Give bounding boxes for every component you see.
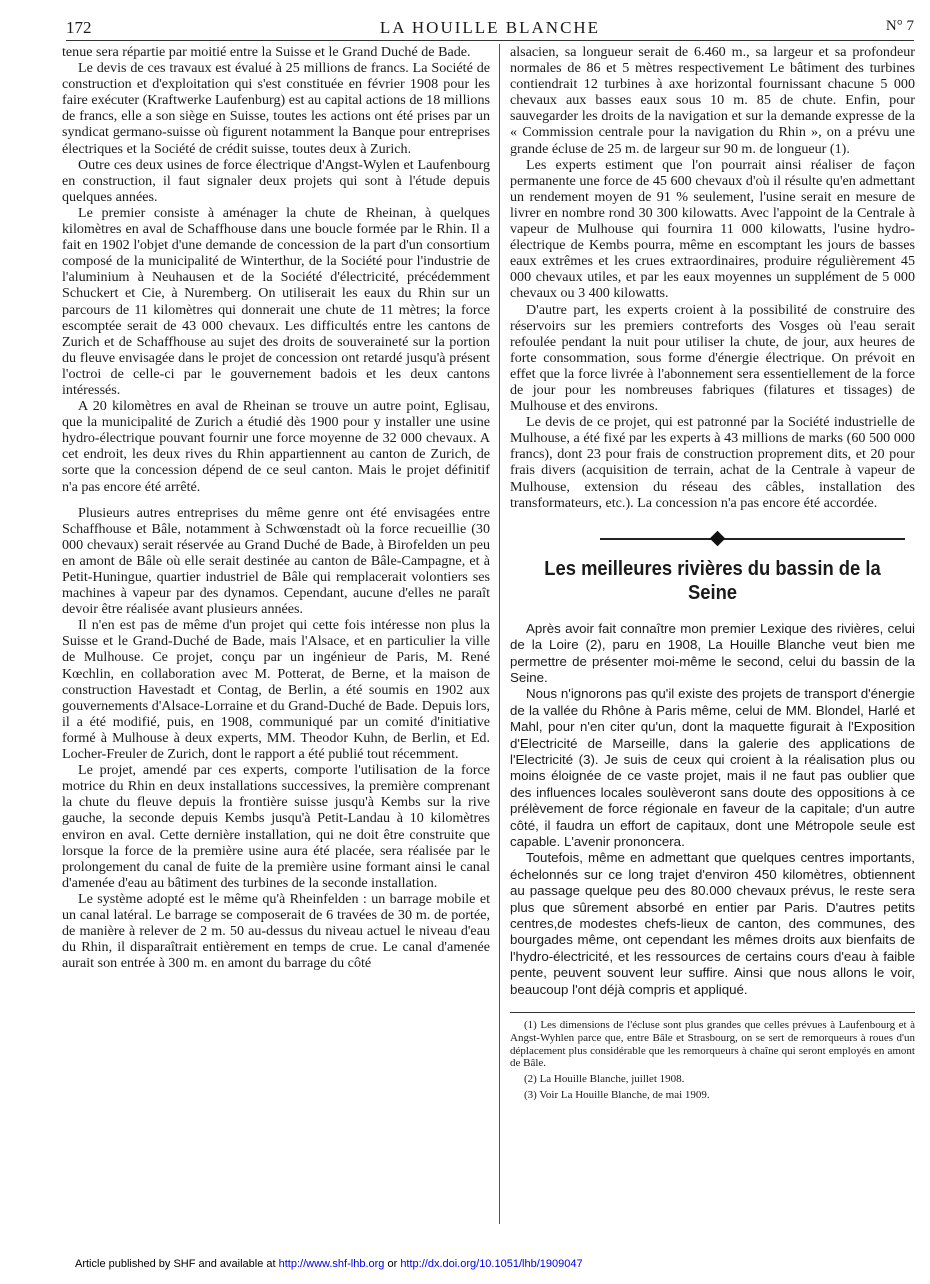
paragraph: D'autre part, les experts croient à la possibilité de construire des réservoirs sur les premiers contreforts des Vosges où l'eau serait refoulée pendant la nuit pour utiliser la chute, de jour, aux heures de forte consommation, sous forme d'énergie électrique. On prévoit en effet que la force livrée à l'abonnement sera essentiellement de la force de jour pour les nombreuses fabriques (filatures et tissages) de Mulhouse et des environs.: [510, 301, 915, 415]
paragraph: Le premier consiste à aménager la chute de Rheinan, à quelques kilomètres en aval de Schaffhouse dans une boucle formée par le Rhin. Il a fait en 1902 l'objet d'une demande de concession de la part d'un consortium composé de la municipalité de Winterthur, de la Société pour l'industrie de l'aluminium à Neuhausen et de la Société d'électricité, précédemment Schuckert et Cie, à Nuremberg. On utiliserait les eaux du Rhin sur un parcours de 11 kilomètres qui donnerait une chute de 11 mètres; la force escomptée serait de 43 000 chevaux. Les difficultés entre les cantons de Zurich et de Schaffhouse au sujet des droits de souveraineté sur la portion du fleuve envisagée dans le projet de concession ont retardé jusqu'à présent l'octroi de celle-ci par le gouvernement badois et les deux cantons intéressés.: [62, 204, 490, 398]
paragraph: Le projet, amendé par ces experts, comporte l'utilisation de la force motrice du Rhin en deux installations successives, la première comprenant la chute du fleuve depuis la frontière suisse jusqu'à Kembs sur la rive gauche, la seconde depuis Kembs jusqu'à Petit-Landau à 10 kilomètres environ en aval. Cette dernière installation, qui ne doit être construite que lorsque la force de la première usine aura été placée, sera réalisée par le prolongement du canal de fuite de la première usine formant ainsi le canal d'amenée d'eau au bâtiment des turbines de la seconde installation.: [62, 762, 490, 891]
paragraph: Toutefois, même en admettant que quelques centres importants, échelonnés sur ce long trajet d'environ 450 kilomètres, obtiennent au passage quelque peu des 80.000 chevaux prévus, le reste sera plus que sûrement absorbé en entier par Paris. D'autres petits centres,de modestes chefs-lieux de canton, des communes, des bourgades même, ont cependant les mêmes droits aux bienfaits de l'hydro-électricité, et les ressources de certains cours d'eau à faible pente, peuvent souvent leur suffire. Ainsi que nous allons le voir, beaucoup l'ont déjà compris et appliqué.: [510, 850, 915, 997]
left-column: [62, 44, 490, 971]
diamond-ornament-icon: [710, 530, 726, 546]
doi-link[interactable]: http://dx.doi.org/10.1051/lhb/1909047: [400, 1258, 583, 1270]
paragraph: A 20 kilomètres en aval de Rheinan se trouve un autre point, Eglisau, que la municipalité de Zurich a étudié dès 1900 pour y installer une usine hydro-électrique pouvant fournir une force moyenne de 32 000 chevaux. A cet endroit, les deux rives du Rhin appartiennent au canton de Zurich, de sorte que la concession dépend de ce seul canton. Mais le projet définitif n'a pas encore été arrêté.: [62, 398, 490, 495]
paragraph: Le devis de ce projet, qui est patronné par la Société industrielle de Mulhouse, a été fixé par les experts à 43 millions de marks (60 500 000 francs), dont 23 pour frais de construction proprement dits, et 20 pour frais divers (acquisition de terrain, achat de la Centrale à vapeur de Mulhouse, extension du réseau des câbles, installation des transformateurs, etc.). La concession n'a pas encore été accordée.: [510, 414, 915, 511]
page-header: [66, 14, 914, 40]
footer-prefix: Article published by SHF and available at: [75, 1258, 279, 1270]
column-divider: [499, 44, 500, 1224]
footnotes: [510, 1019, 915, 1102]
issue-label: N° 7: [885, 18, 914, 34]
article-body: [510, 621, 915, 998]
paragraph: Nous n'ignorons pas qu'il existe des projets de transport d'énergie de la vallée du Rhône à Paris même, celui de MM. Blondel, Harlé et Mahl, pour n'en citer qu'un, dont la maquette figurait à l'Exposition d'Electricité de Marseille, dans la galerie des applications de l'Electricité (3). Je suis de ceux qui croient à la réalisation plus ou moins éloignée de ce vaste projet, mais il ne faut pas oublier que des influences locales soulèveront sans doute des oppositions à ce prélèvement de force régionale en faveur de la capitale; d'un autre côté, il faudra un effort de capitaux, dont une Métropole seule est capable. L'avenir prononcera.: [510, 686, 915, 849]
paragraph: Il n'en est pas de même d'un projet qui cette fois intéresse non plus la Suisse et le Grand-Duché de Bade, mais l'Alsace, et en particulier la ville de Mulhouse. Ce projet, conçu par un ingénieur de Paris, M. René Kœchlin, en collaboration avec M. Potterat, de Berne, et la maison de construction Havestadt et Contag, de Berlin, a été soumis en 1902 aux gouvernements d'Alsace-Lorraine et du Grand-Duché de Bade. Depuis lors, il a été modifié, puis, en 1908, communiqué par un comité d'initiative formé à Mulhouse à deux experts, MM. Theodor Kuhn, de Berlin, et Ed. Locher-Freuler de Zurich, dont le rapport a été publié tout récemment.: [62, 617, 490, 763]
journal-title: LA HOUILLE BLANCHE: [379, 18, 601, 37]
publication-footer: [75, 1258, 583, 1270]
paragraph: tenue sera répartie par moitié entre la Suisse et le Grand Duché de Bade.: [62, 44, 471, 60]
footnote: (1) Les dimensions de l'écluse sont plus grandes que celles prévues à Laufenbourg et à Angst-Wyhlen parce que, entre Bâle et Strasbourg, on se sert de remorqueurs à roues d'un déplacement plus considérable que les remorqueurs à chaîne qui seront employés en amont de Bâle.: [510, 1019, 915, 1070]
footnote: (2) La Houille Blanche, juillet 1908.: [524, 1073, 685, 1086]
paragraph: Outre ces deux usines de force électrique d'Angst-Wylen et Laufenbourg en construction, il faut signaler deux projets qui sont à l'étude depuis quelques années.: [62, 156, 490, 205]
paragraph: Le système adopté est le même qu'à Rheinfelden : un barrage mobile et un canal latéral. Le barrage se composerait de 6 travées de 30 m. de portée, de manière à relever de 2 m. 50 au-dessus du niveau actuel le niveau d'eau du Rhin, il disparaîtrait entièrement en temps de crue. Le canal d'amenée aurait son entrée à 300 m. en amont du barrage du côté: [62, 890, 490, 972]
section-separator: [510, 529, 915, 549]
page-number: 172: [66, 18, 92, 37]
article-title: Les meilleures rivières du bassin de la Seine: [544, 557, 881, 604]
footnote: (3) Voir La Houille Blanche, de mai 1909.: [524, 1089, 710, 1102]
paragraph: Après avoir fait connaître mon premier Lexique des rivières, celui de la Loire (2), paru en 1908, La Houille Blanche veut bien me permettre de présenter moi-même le second, celui du bassin de la Seine.: [510, 620, 915, 685]
paragraph: Les experts estiment que l'on pourrait ainsi réaliser de façon permanente une force de 45 600 chevaux d'où il résulte qu'en admettant un rendement moyen de 91 % seulement, l'usine serait en mesure de livrer en nombre rond 30 300 kilowatts. Avec l'appoint de la Centrale à vapeur de Mulhouse qui fournira 11 000 kilowatts, l'usine hydro-électrique de Kembs pourra, même en escomptant les jours de basses eaux extrêmes et les crues extraordinaires, produire régulièrement 45 000 chevaux utiles, et par les eaux moyennes un supplément de 5 000 chevaux ou 3 400 kilowatts.: [510, 156, 915, 302]
shf-link[interactable]: http://www.shf-lhb.org: [278, 1258, 385, 1270]
separator-line: [600, 538, 905, 540]
paragraph: alsacien, sa longueur serait de 6.460 m., sa largeur et sa profondeur normales de 86 et 5 mètres respectivement Le bâtiment des turbines contiendrait 12 turbines à axe horizontal fournissant chacune 5 000 chevaux aux basses eaux sous 10 m. 85 de chute. Enfin, pour sauvegarder les droits de la navigation et sur la demande expresse de la « Commission centrale pour la navigation du Rhin », on a prévu une grande écluse de 25 m. de largeur sur 90 m. de longueur (1).: [510, 44, 915, 157]
paragraph: Plusieurs autres entreprises du même genre ont été envisagées entre Schaffhouse et Bâle, notamment à Schwœnstadt où la force recueillie (30 000 chevaux) serait réservée au Grand Duché de Bade, à Birofelden un peu en amont de Bâle où elle serait destinée au canton de Bâle-Campagne, et à Petit-Huningue, quartier industriel de Bâle qui remplacerait volontiers ses machines à vapeur par des dynamos. Cependant, aucune d'elles ne paraît devoir être réalisée avant plusieurs années.: [62, 504, 490, 618]
header-rule: [66, 40, 914, 41]
footnote-rule: [510, 1012, 915, 1013]
paragraph: Le devis de ces travaux est évalué à 25 millions de francs. La Société de construction et d'exploitation qui s'est constituée en février 1908 pour les faire exécuter (Kraftwerke Laufenburg) est au capital actions de 18 millions de francs, elle a son siège en Suisse, toutes les actions ont été prises par un syndicat germano-suisse où figurent notamment la Banque pour entreprises électriques et la Société de crédit suisse, toutes deux à Zurich.: [62, 60, 490, 157]
footer-middle: or: [384, 1258, 401, 1270]
right-column: [510, 44, 915, 1105]
